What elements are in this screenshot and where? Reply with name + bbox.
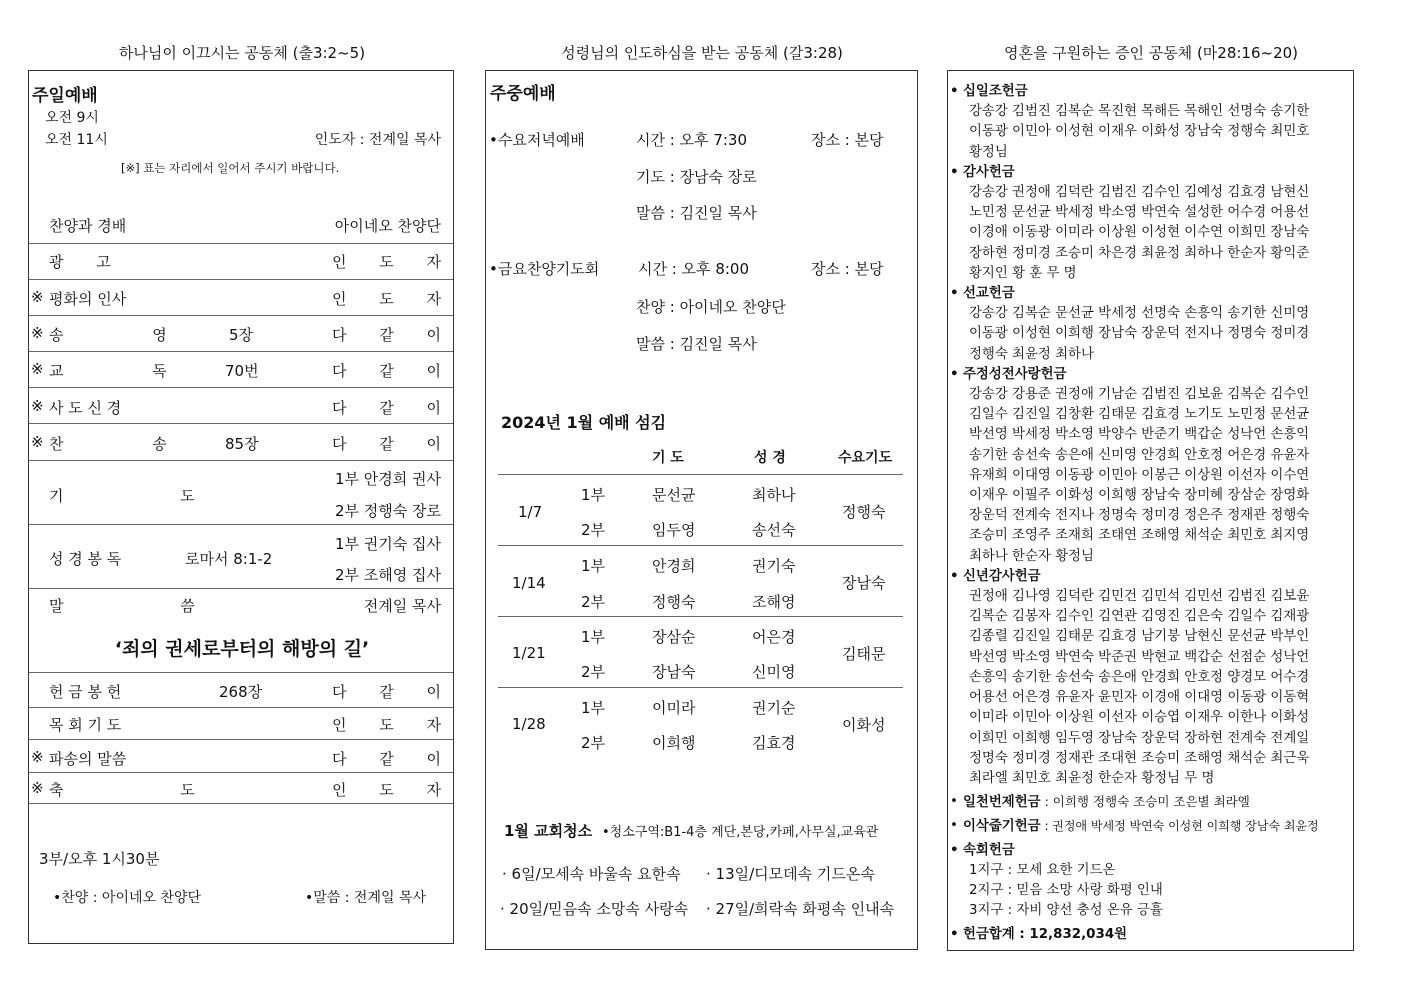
divider	[29, 707, 453, 708]
divider	[29, 351, 453, 352]
order-right: 다 같 이	[331, 399, 455, 417]
order-mark: ※	[31, 360, 44, 378]
schedule-wed: 장남숙	[842, 574, 886, 592]
schedule-prayer: 이미라	[652, 699, 696, 717]
reading-scripture: 로마서 8:1-2	[185, 550, 273, 568]
schedule-prayer: 장남숙	[652, 663, 696, 681]
schedule-prayer: 문선균	[652, 486, 696, 504]
order-mid: 70번	[225, 362, 259, 380]
col1-title: 하나님이 이끄시는 공동체 (출3:2~5)	[118, 44, 366, 62]
fri-praise: 찬양 : 아이네오 찬양단	[636, 298, 786, 316]
schedule-bible: 김효경	[752, 734, 796, 752]
divider	[29, 588, 453, 589]
reading-label: 성 경 봉 독	[49, 550, 122, 568]
schedule-prayer: 임두영	[652, 521, 696, 539]
schedule-wed: 김태문	[842, 645, 886, 663]
tithe-heading: • 십일조헌금	[950, 82, 1350, 102]
sermon-preacher: 전계일 목사	[363, 597, 441, 615]
mission-names: 강송강 김복순 문선균 박세정 선명숙 손흥익 송기한 신미영 이동광 이성현 이희행 장남숙 장운덕 전지나 정명숙 정미경 정행숙 최윤정 최하나	[969, 306, 1310, 362]
order-right: 인 도 자	[331, 781, 455, 799]
fri-place: 장소 : 본당	[811, 260, 884, 278]
order-mark: ※	[31, 324, 44, 342]
divider	[29, 460, 453, 461]
thousand-offering	[950, 792, 1350, 813]
cleaning-item: · 6일/모세속 바울속 요한속	[502, 865, 681, 883]
cleaning-title: 1월 교회청소	[504, 822, 593, 840]
leader: 인도자 : 전계일 목사	[314, 132, 441, 148]
schedule-prayer: 정행숙	[652, 593, 696, 611]
reading-part1: 1부 권기숙 집사	[334, 535, 441, 553]
schedule-wed: 이화성	[842, 716, 886, 734]
divider	[29, 524, 453, 525]
order-right: 다 같 이	[331, 362, 455, 380]
order-name: 목 회 기 도	[49, 716, 122, 734]
wed-word: 말씀 : 김진일 목사	[636, 204, 757, 222]
third-praise: •찬양 : 아이네오 찬양단	[53, 890, 202, 906]
order-name: 헌 금 봉 헌	[49, 683, 122, 701]
order-mark: ※	[31, 779, 44, 797]
schedule-bible: 신미영	[752, 663, 796, 681]
cleaning-area: •청소구역:B1-4층 계단,본당,카페,사무실,교육관	[602, 825, 879, 840]
schedule-bible: 권기순	[752, 699, 796, 717]
order-right: 인 도 자	[331, 290, 455, 308]
schedule-bible: 권기숙	[752, 557, 796, 575]
sermon-title: ‘죄의 권세로부터의 해방의 길’	[114, 638, 370, 660]
schedule-wed: 정행숙	[842, 503, 886, 521]
order-right: 인 도 자	[331, 253, 455, 271]
cleaning-item: · 20일/믿음속 소망속 사랑속	[500, 900, 689, 918]
standing-notice: [※] 표는 자리에서 일어서 주시기 바랍니다.	[121, 161, 340, 175]
weekday-heading: 주중예배	[490, 84, 556, 104]
fri-time: 시간 : 오후 8:00	[638, 260, 750, 278]
divider	[498, 474, 903, 475]
time-9am: 오전 9시	[45, 110, 99, 126]
prayer-part1: 1부 안경희 권사	[334, 470, 441, 488]
order-name: 평화의 인사	[49, 290, 127, 308]
gleaning-names: : 권정애 박세정 박연숙 이성현 이희행 장남숙 최윤정	[1040, 819, 1319, 834]
third-service-time: 3부/오후 1시30분	[39, 850, 160, 868]
order-right: 다 같 이	[331, 683, 455, 701]
weekday-service-panel	[485, 70, 918, 950]
order-name: 찬양과 경배	[49, 217, 127, 235]
order-mark: ※	[31, 433, 44, 451]
prayer-label: 기 도	[49, 487, 251, 505]
district-item: 2지구 : 믿음 소망 사랑 화평 인내	[969, 882, 1163, 898]
thanks-heading: • 감사헌금	[950, 163, 1350, 183]
schedule-part: 2부	[581, 593, 606, 611]
offerings-list	[950, 82, 1350, 946]
schedule-date: 1/7	[518, 503, 543, 521]
schedule-bible: 송선숙	[752, 521, 796, 539]
col3-title: 영혼을 구원하는 증인 공동체 (마28:16~20)	[1003, 44, 1299, 62]
thousand-names: : 이희행 정행숙 조승미 조은별 최라엘	[1040, 794, 1250, 810]
wed-time: 시간 : 오후 7:30	[636, 131, 748, 149]
order-right: 다 같 이	[331, 435, 455, 453]
divider	[29, 423, 453, 424]
order-right: 다 같 이	[331, 750, 455, 768]
order-mid: 268장	[219, 683, 263, 701]
schedule-bible: 조해영	[752, 593, 796, 611]
district-heading: • 속회헌금	[950, 841, 1350, 861]
wed-service-name: •수요저녁예배	[489, 131, 585, 149]
fri-word: 말씀 : 김진일 목사	[636, 335, 757, 353]
order-mark: ※	[31, 397, 44, 415]
divider	[498, 616, 903, 617]
third-word: •말씀 : 전계일 목사	[305, 890, 426, 906]
order-mark: ※	[31, 288, 44, 306]
district-item: 1지구 : 모세 요한 기드온	[969, 862, 1116, 878]
order-mid: 5장	[229, 326, 254, 344]
divider	[29, 243, 453, 244]
order-name: 파송의 말씀	[49, 750, 127, 768]
sunday-heading: 주일예배	[32, 86, 98, 106]
district-item: 3지구 : 자비 양선 충성 온유 긍휼	[969, 903, 1163, 919]
fri-service-name: •금요찬양기도회	[489, 260, 600, 278]
time-11am: 오전 11시	[45, 132, 108, 148]
schedule-prayer: 안경희	[652, 557, 696, 575]
schedule-part: 2부	[581, 663, 606, 681]
order-right: 다 같 이	[331, 326, 455, 344]
order-name: 축 도	[49, 781, 251, 799]
col2-title: 성령님의 인도하심을 받는 공동체 (갈3:28)	[561, 44, 843, 62]
mission-heading: • 선교헌금	[950, 284, 1350, 304]
schedule-header-wed: 수요기도	[838, 450, 893, 466]
order-mark: ※	[31, 748, 44, 766]
prayer-part2: 2부 정행숙 장로	[334, 502, 441, 520]
cleaning-item: · 27일/희락속 화평속 인내속	[706, 900, 895, 918]
order-right: 인 도 자	[331, 716, 455, 734]
divider	[498, 545, 903, 546]
divider	[29, 387, 453, 388]
schedule-part: 1부	[581, 486, 606, 504]
schedule-part: 2부	[581, 734, 606, 752]
gleaning-offering	[950, 816, 1350, 837]
thousand-heading: 일천번제헌금	[963, 795, 1041, 811]
schedule-bible: 최하나	[752, 486, 796, 504]
schedule-title: 2024년 1월 예배 섬김	[501, 413, 667, 432]
tithe-names: 강송강 김범진 김복순 목진현 목해든 목해인 선명숙 송기한 이동광 이민아 이성현 이재우 이화성 장남숙 정행숙 최민호 황정님	[969, 104, 1310, 160]
schedule-date: 1/21	[512, 644, 546, 662]
schedule-header-bible: 성 경	[754, 450, 786, 466]
building-names: 강송강 강용준 권정애 기남순 김범진 김보윤 김복순 김수인 김일수 김진일 김창환 김태문 김효경 노기도 노민정 문선균 박선영 박세정 박소영 박양수 반준기 백갑순 성낙언 손흥익 송기한 송선숙 송은애 신미영 안경희 안호정 어은경 유윤자 유재희 이대영 이동광 이민아 이봉근 이상원 이선자 이수연 이재우 이필주 이화성 이희행 장남숙 장미혜 장삼순 장영화 장운덕 전계숙 전지나 정명숙 정미경 정은주 정재관 정행숙 조승미 조영주 조재희 조태연 조해영 채석순 최민호 최지영 최하나 한순자 황정님	[969, 387, 1310, 564]
sermon-label: 말 씀	[49, 597, 251, 615]
divider	[29, 772, 453, 773]
sunday-service-panel	[28, 70, 454, 944]
divider	[498, 687, 903, 688]
divider	[29, 315, 453, 316]
order-name: 송 영	[49, 326, 209, 344]
schedule-prayer: 이희행	[652, 734, 696, 752]
wed-place: 장소 : 본당	[811, 131, 884, 149]
divider	[29, 279, 453, 280]
schedule-header-prayer: 기 도	[652, 450, 684, 466]
schedule-part: 1부	[581, 699, 606, 717]
thanks-names: 강송강 권정애 김덕란 김범진 김수인 김예성 김효경 남현신 노민정 문선균 박세정 박소영 박연숙 설성한 어수경 어용선 이경애 이동광 이미라 이상원 이성현 이수연 이희민 장남숙 장하현 정미경 조승미 차은경 최윤정 최하나 한순자 황익준 황지인 황 훈 무 명	[969, 185, 1310, 281]
total-amount: 12,832,034원	[1029, 927, 1128, 943]
order-mid: 85장	[225, 435, 259, 453]
divider	[29, 672, 453, 673]
building-heading: • 주정성전사랑헌금	[950, 365, 1350, 385]
schedule-date: 1/28	[512, 715, 546, 733]
order-name: 찬 송	[49, 435, 209, 453]
wed-prayer: 기도 : 장남숙 장로	[636, 168, 757, 186]
order-name: 광 고	[49, 253, 125, 271]
schedule-prayer: 장삼순	[652, 628, 696, 646]
newyear-heading: • 신년감사헌금	[950, 567, 1350, 587]
schedule-part: 1부	[581, 557, 606, 575]
total-label: 헌금합계 :	[963, 927, 1030, 943]
cleaning-item: · 13일/디모데속 기드온속	[706, 865, 875, 883]
gleaning-heading: 이삭줍기헌금	[963, 819, 1041, 835]
offering-total	[950, 925, 1350, 945]
schedule-part: 2부	[581, 521, 606, 539]
order-name: 사 도 신 경	[49, 399, 122, 417]
schedule-bible: 어은경	[752, 628, 796, 646]
order-name: 교 독	[49, 362, 209, 380]
schedule-part: 1부	[581, 628, 606, 646]
schedule-date: 1/14	[512, 574, 546, 592]
order-right: 아이네오 찬양단	[334, 217, 441, 235]
divider	[29, 803, 453, 804]
newyear-names: 권정애 김나영 김덕란 김민건 김민석 김민선 김범진 김보윤 김복순 김봉자 김수인 김연관 김영진 김은숙 김일수 김재광 김종렬 김진일 김태문 김효경 남기붕 남현신 문선균 박부인 박선영 박소영 박연숙 박준권 박현교 백갑순 선점순 성낙언 손흥익 송기한 송선숙 송은애 안경희 안호정 양경모 어수경 어용선 어은경 유윤자 윤민자 이경애 이대영 이동광 이동혁 이미라 이민아 이상원 이선자 이승엽 이재우 이한나 이화성 이희민 이희행 임두영 장남숙 장운덕 장하현 전계숙 전계일 정명숙 정미경 정재관 조대현 조승미 조해영 채석순 최근욱 최라엘 최민호 최윤정 한순자 황정님 무 명	[969, 589, 1310, 786]
reading-part2: 2부 조해영 집사	[334, 566, 441, 584]
divider	[29, 739, 453, 740]
